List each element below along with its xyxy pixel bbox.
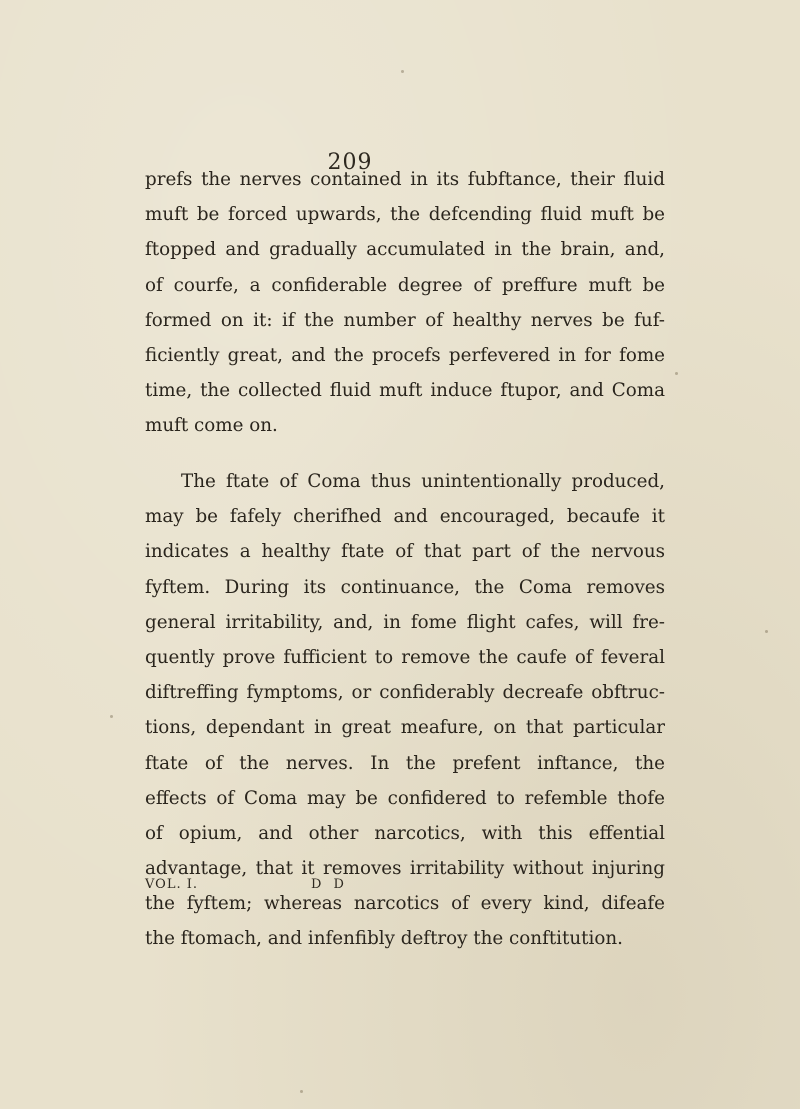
text-line: muft come on. bbox=[145, 415, 278, 437]
text-line: tions, dependant in great meafure, on that particular bbox=[145, 717, 665, 739]
text-line: of courfe, a confiderable degree of preffure muft be bbox=[145, 274, 665, 296]
paper-speck bbox=[765, 630, 768, 633]
paper-speck bbox=[110, 715, 113, 718]
volume-label: VOL. I. bbox=[145, 877, 198, 892]
text-line: The ftate of Coma thus unintentionally produced, bbox=[181, 471, 665, 492]
text-line: ftopped and gradually accumulated in the brain, and, bbox=[145, 239, 665, 261]
text-line: muft be forced upwards, the defcending fluid muft be bbox=[145, 204, 665, 226]
text-line: prefs the nerves contained in its fubftance, their fluid bbox=[145, 169, 665, 190]
text-line: ficiently great, and the procefs perfevered in for fome bbox=[145, 344, 665, 366]
text-line: the fyftem; whereas narcotics of every kind, difeafe bbox=[145, 893, 665, 915]
text-line: effects of Coma may be confidered to refemble thofe bbox=[145, 787, 665, 809]
text-line: ftate of the nerves. In the prefent inftance, the bbox=[145, 752, 665, 774]
text-line: diftreffing fymptoms, or confiderably decreafe obftruc- bbox=[145, 682, 665, 704]
text-line: general irritability, and, in fome flight cafes, will fre- bbox=[145, 611, 665, 633]
text-line: of opium, and other narcotics, with this effential bbox=[145, 822, 665, 844]
paper-speck bbox=[300, 1090, 303, 1093]
text-line: the ftomach, and infenfibly deftroy the conftitution. bbox=[145, 928, 623, 950]
paper-speck bbox=[401, 70, 404, 73]
text-line: quently prove fufficient to remove the caufe of feveral bbox=[145, 646, 665, 668]
text-line: fyftem. During its continuance, the Coma removes bbox=[145, 576, 665, 598]
text-line: advantage, that it removes irritability without injuring bbox=[145, 858, 665, 880]
paper-speck bbox=[675, 372, 678, 375]
paragraph-1 bbox=[145, 162, 665, 444]
text-line: formed on it: if the number of healthy nerves be fuf- bbox=[145, 309, 665, 331]
text-line: time, the collected fluid muft induce ftupor, and Coma bbox=[145, 380, 665, 402]
text-line: may be fafely cherifhed and encouraged, becaufe it bbox=[145, 506, 665, 528]
signature-mark: D D bbox=[311, 877, 348, 892]
paragraph-2 bbox=[145, 464, 665, 957]
page-number: 209 bbox=[327, 150, 373, 175]
text-line: indicates a healthy ftate of that part of the nervous bbox=[145, 541, 665, 563]
